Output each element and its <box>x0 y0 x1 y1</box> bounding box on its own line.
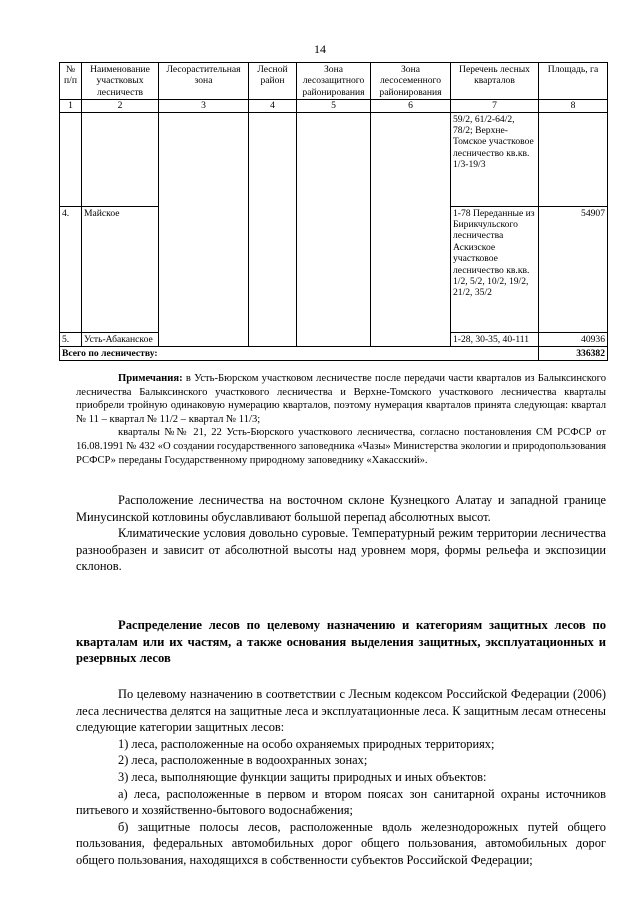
row-num: 4. <box>60 206 82 332</box>
column-numbers-row <box>60 100 608 112</box>
column-number: 4 <box>249 100 297 112</box>
header-seed-zone: Зона лесосеменного районирования <box>371 63 451 100</box>
intro-text <box>76 492 606 575</box>
intro-paragraph: Расположение лесничества на восточном склоне Кузнецкого Алатау и западной границе Минусинской котловины обуславливают большой перепад абсолютных высот. <box>76 493 606 524</box>
header-protection-zone: Зона лесозащитного районирования <box>297 63 371 100</box>
row-area <box>539 112 608 206</box>
intro-paragraph: Климатические условия довольно суровые. Температурный режим территории лесничества разнообразен и зависит от абсолютной высоты над уровнем моря, формы рельефа и экспозиции склонов. <box>76 526 606 574</box>
column-number: 6 <box>371 100 451 112</box>
section-paragraph: 3) леса, выполняющие функции защиты природных и иных объектов: <box>118 769 487 784</box>
section-paragraph: 2) леса, расположенные в водоохранных зонах; <box>118 753 368 768</box>
forest-region-cell <box>249 112 297 346</box>
column-number: 8 <box>539 100 608 112</box>
header-name: Наименование участковых лесничеств <box>82 63 159 100</box>
row-quarters: 1-28, 30-35, 40-111 <box>451 332 539 346</box>
row-name <box>82 112 159 206</box>
row-quarters: 59/2, 61/2-64/2, 78/2; Верхне-Томское участковое лесничество кв.кв. 1/3-19/3 <box>451 112 539 206</box>
column-number: 5 <box>297 100 371 112</box>
section-paragraph: а) леса, расположенные в первом и втором поясах зон санитарной охраны источников питьевого и хозяйственно-бытового водоснабжения; <box>76 786 606 818</box>
header-area: Площадь, га <box>539 63 608 100</box>
section-paragraph: По целевому назначению в соответствии с Лесным кодексом Российской Федерации (2006) леса лесничества делятся на защитные леса и эксплуатационные леса. К защитным лесам отнесены следующие категории защитных лесов: <box>76 687 606 735</box>
page-number: 14 <box>314 42 326 56</box>
table-header-row <box>60 63 608 100</box>
column-number: 7 <box>451 100 539 112</box>
row-num <box>60 112 82 206</box>
protection-zone-cell <box>297 112 371 346</box>
table-notes <box>76 372 606 467</box>
row-name: Майское <box>82 206 159 332</box>
column-number: 3 <box>159 100 249 112</box>
row-area: 54907 <box>539 206 608 332</box>
section-paragraph: 1) леса, расположенные на особо охраняемых природных территориях; <box>118 736 495 751</box>
header-forest-region: Лесной район <box>249 63 297 100</box>
table-row <box>60 112 608 206</box>
column-number: 1 <box>60 100 82 112</box>
total-label: Всего по лесничеству: <box>60 347 539 361</box>
note-2: кварталы №№ 21, 22 Усть-Бюрского участкового лесничества, согласно постановления СМ РСФСР от 16.08.1991 № 432 «О создании государственного заповедника «Чазы» Министерства экологии и природопользования РСФСР» переданы Государственному природному заповеднику «Хакасский». <box>76 427 606 466</box>
header-quarters: Перечень лесных кварталов <box>451 63 539 100</box>
veg-zone-cell <box>159 112 249 346</box>
forestry-table <box>59 62 608 361</box>
note-1-text: в Усть-Бюрском участковом лесничестве после передачи части кварталов из Балыксинского лесничества Балыксинского участкового лесничества и Верхне-Томского участкового лесничества кварталы приобрели тройную одинаковую нумерацию кварталов, поэтому нумерация кварталов принята следующая: квартал № 11 – квартал № 11/2 – квартал № 11/3; <box>76 373 606 425</box>
row-name: Усть-Абаканское <box>82 332 159 346</box>
total-row <box>60 347 608 361</box>
notes-label: Примечания: <box>118 373 183 384</box>
seed-zone-cell <box>371 112 451 346</box>
section-paragraph: б) защитные полосы лесов, расположенные вдоль железнодорожных путей общего пользования, федеральных автомобильных дорог общего пользования, автомобильных дорог общего пользования, находящихся в собственности субъектов Российской Федерации; <box>76 819 606 867</box>
section-heading: Распределение лесов по целевому назначению и категориям защитных лесов по кварталам или их частям, а также основания выделения защитных, эксплуатационных и резервных лесов <box>76 618 606 666</box>
row-quarters: 1-78 Переданные из Бирикчульского лесничества Аскизское участковое лесничество кв.кв. 1/2, 5/2, 10/2, 19/2, 21/2, 35/2 <box>451 206 539 332</box>
header-num: № п/п <box>60 63 82 100</box>
header-veg-zone: Лесорастительная зона <box>159 63 249 100</box>
section-body <box>76 686 606 869</box>
row-area: 40936 <box>539 332 608 346</box>
total-area: 336382 <box>539 347 608 361</box>
row-num: 5. <box>60 332 82 346</box>
column-number: 2 <box>82 100 159 112</box>
note-1 <box>76 372 606 426</box>
